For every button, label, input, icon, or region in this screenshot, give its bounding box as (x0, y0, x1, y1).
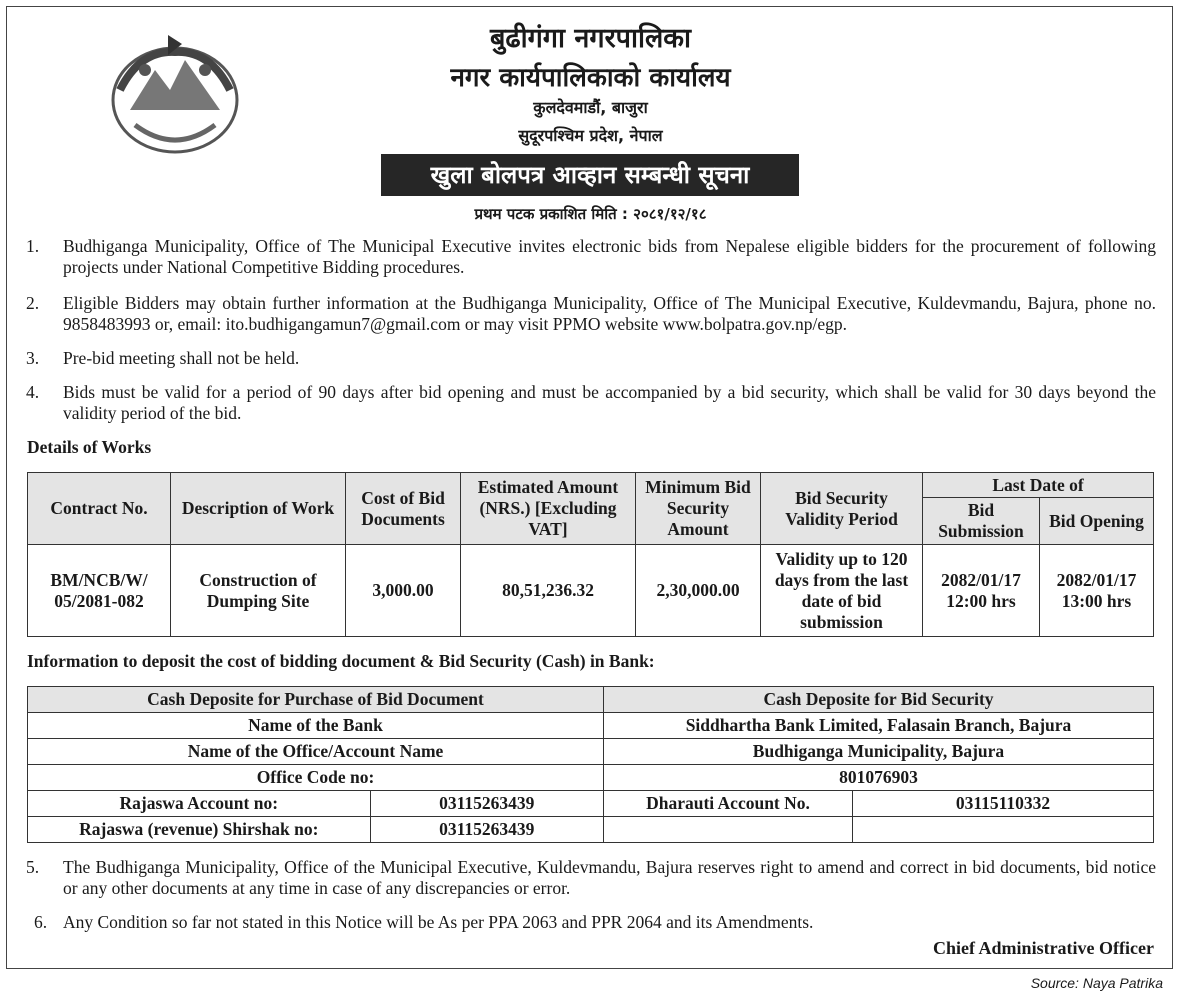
office-name: नगर कार्यपालिकाको कार्यालय (450, 63, 731, 93)
cell-estimated: 80,51,236.32 (461, 545, 636, 637)
paragraph-5: 5. The Budhiganga Municipality, Office of the Municipal Executive, Kuldevmandu, Bajura reserves right to amend and correct in bid documents, bid notice or any other documents at any time in case of any discrepancies or error. (26, 857, 1156, 898)
source-credit: Source: Naya Patrika (1030, 975, 1163, 991)
rajaswa-shirshak-label: Rajaswa (revenue) Shirshak no: (28, 817, 371, 843)
bank-name-label: Name of the Bank (28, 713, 604, 739)
th-cost: Cost of Bid Documents (346, 473, 461, 545)
th-last-date: Last Date of (923, 473, 1154, 498)
bank-section-title: Information to deposit the cost of bidding document & Bid Security (Cash) in Bank: (27, 651, 655, 671)
rajaswa-account-value: 03115263439 (370, 791, 603, 817)
table-row (28, 545, 1154, 637)
paragraph-1: 1. Budhiganga Municipality, Office of The Municipal Executive invites electronic bids from Nepalese eligible bidders for the procurement of following projects under National Competitive Bidding procedures. (26, 236, 1156, 277)
account-name-value: Budhiganga Municipality, Bajura (604, 739, 1154, 765)
notice-title: खुला बोलपत्र आव्हान सम्बन्धी सूचना (381, 154, 799, 196)
th-validity: Bid Security Validity Period (761, 473, 923, 545)
dharauti-value: 03115110332 (853, 791, 1154, 817)
th-opening: Bid Opening (1040, 498, 1154, 545)
th-description: Description of Work (171, 473, 346, 545)
cell-submission: 2082/01/17 12:00 hrs (923, 545, 1040, 637)
office-location: कुलदेवमाडौं, बाजुरा (533, 98, 648, 117)
rajaswa-shirshak-value: 03115263439 (370, 817, 603, 843)
publish-date: प्रथम पटक प्रकाशित मिति : २०८१/१२/१८ (474, 205, 707, 223)
rajaswa-account-label: Rajaswa Account no: (28, 791, 371, 817)
th-submission: Bid Submission (923, 498, 1040, 545)
cell-opening: 2082/01/17 13:00 hrs (1040, 545, 1154, 637)
cell-description: Construction of Dumping Site (171, 545, 346, 637)
bank-col1-header: Cash Deposite for Purchase of Bid Document (28, 687, 604, 713)
cell-contract-no: BM/NCB/W/ 05/2081-082 (28, 545, 171, 637)
cell-validity: Validity up to 120 days from the last date of bid submission (761, 545, 923, 637)
office-code-value: 801076903 (604, 765, 1154, 791)
th-estimated: Estimated Amount (NRS.) [Excluding VAT] (461, 473, 636, 545)
paragraph-3: 3. Pre-bid meeting shall not be held. (26, 348, 300, 368)
works-table (27, 472, 1154, 637)
empty-cell (604, 817, 853, 843)
bank-table (27, 686, 1154, 843)
office-code-label: Office Code no: (28, 765, 604, 791)
municipality-name: बुढीगंगा नगरपालिका (490, 23, 691, 54)
dharauti-label: Dharauti Account No. (604, 791, 853, 817)
th-contract-no: Contract No. (28, 473, 171, 545)
cell-cost: 3,000.00 (346, 545, 461, 637)
signature: Chief Administrative Officer (933, 938, 1154, 958)
bank-name-value: Siddhartha Bank Limited, Falasain Branch, Bajura (604, 713, 1154, 739)
paragraph-4: 4. Bids must be valid for a period of 90 days after bid opening and must be accompanied by a bid security, which shall be valid for 30 days beyond the validity period of the bid. (26, 382, 1156, 423)
empty-cell (853, 817, 1154, 843)
account-name-label: Name of the Office/Account Name (28, 739, 604, 765)
works-section-title: Details of Works (27, 437, 152, 457)
bank-col2-header: Cash Deposite for Bid Security (604, 687, 1154, 713)
paragraph-2: 2. Eligible Bidders may obtain further information at the Budhiganga Municipality, Office of The Municipal Executive, Kuldevmandu, Bajura, phone no. 9858483993 or, email: ito.budhigangamun7@gmail.com or may visit PPMO website www.bolpatra.gov.np/egp. (26, 293, 1156, 334)
paragraph-6: 6. Any Condition so far not stated in this Notice will be As per PPA 2063 and PPR 2064 and its Amendments. (34, 912, 814, 932)
cell-min-security: 2,30,000.00 (636, 545, 761, 637)
th-min-security: Minimum Bid Security Amount (636, 473, 761, 545)
office-province: सुदूरपश्चिम प्रदेश, नेपाल (518, 126, 663, 145)
